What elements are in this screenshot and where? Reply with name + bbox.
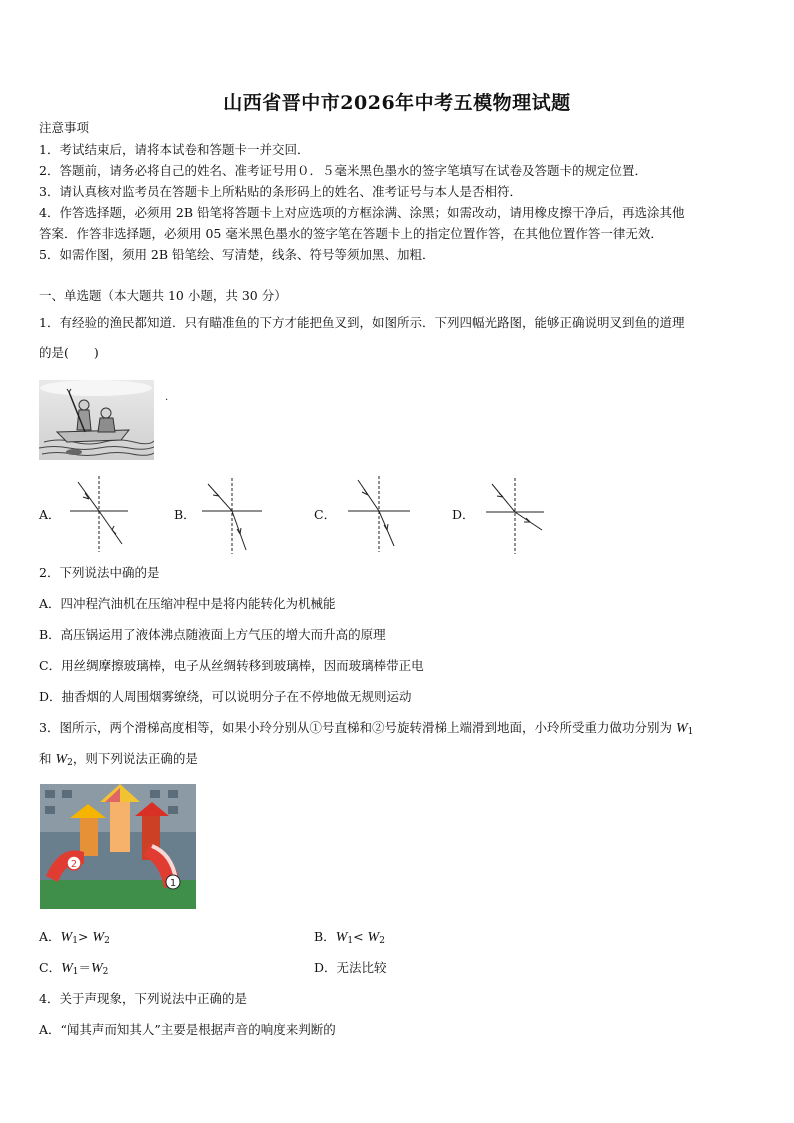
section-heading: 一、单选题（本大题共 10 小题，共 30 分） xyxy=(39,288,287,303)
question-3-stem-text: ，则下列说法正确的是 xyxy=(72,751,198,766)
var-w: W xyxy=(60,930,73,945)
question-3-option-a xyxy=(39,927,110,946)
option-d-label: D． xyxy=(452,507,475,522)
option-prefix: A． xyxy=(39,929,61,944)
subscript-2: 2 xyxy=(102,967,109,977)
figure-dot: . xyxy=(165,392,169,403)
question-1-stem-cont: 的是( ) xyxy=(39,345,99,360)
var-w: W xyxy=(61,961,73,976)
subscript-2: 2 xyxy=(379,936,385,946)
var-w: W xyxy=(675,721,688,736)
question-3-option-d xyxy=(314,958,387,976)
relation: > xyxy=(77,929,93,944)
option-text: 无法比较 xyxy=(336,960,387,975)
subscript-1: 1 xyxy=(347,936,354,946)
var-w: W xyxy=(335,930,348,945)
slide-label-1: 1 xyxy=(169,878,177,889)
ray-diagram-a xyxy=(68,476,130,552)
subscript-1: 1 xyxy=(687,727,694,737)
question-3-stem-text: 3．图所示，两个滑梯高度相等，如果小玲分别从①号直梯和②号旋转滑梯上端滑到地面，小玲所受重力做功分别为 xyxy=(39,720,672,735)
ray-diagram-d xyxy=(484,478,546,554)
question-2-option: C．用丝绸摩擦玻璃棒，电子从丝绸转移到玻璃棒，因而玻璃棒带正电 xyxy=(39,658,424,673)
question-1-stem: 1．有经验的渔民都知道．只有瞄准鱼的下方才能把鱼叉到，如图所示．下列四幅光路图，能够正确说明叉到鱼的道理 xyxy=(39,315,685,330)
fisherman-illustration xyxy=(39,380,154,460)
notice-item: 2．答题前，请务必将自己的姓名、准考证号用０．５毫米黑色墨水的签字笔填写在试卷及答题卡的规定位置． xyxy=(39,163,647,178)
question-2-option: D．抽香烟的人周围烟雾缭绕，可以说明分子在不停地做无规则运动 xyxy=(39,689,412,704)
notice-item: 答案．作答非选择题，必须用 05 毫米黑色墨水的签字笔在答题卡上的指定位置作答，在其他位置作答一律无效． xyxy=(39,226,663,241)
option-b-label: B． xyxy=(174,507,196,522)
question-2-stem: 2．下列说法中确的是 xyxy=(39,565,160,580)
notice-item: 3．请认真核对监考员在答题卡上所粘贴的条形码上的姓名、准考证号与本人是否相符． xyxy=(39,184,522,199)
notice-item: 1．考试结束后，请将本试卷和答题卡一并交回． xyxy=(39,142,310,157)
relation: ＝ xyxy=(78,960,91,975)
relation: < xyxy=(353,929,368,944)
question-2-option: B．高压锅运用了液体沸点随液面上方气压的增大而升高的原理 xyxy=(39,627,386,642)
option-prefix: C． xyxy=(39,960,62,975)
var-w: W xyxy=(367,930,380,945)
question-3-stem xyxy=(39,718,693,737)
ray-diagram-b xyxy=(200,478,264,554)
notice-heading: 注意事项 xyxy=(39,120,90,135)
question-3-stem-cont xyxy=(39,749,198,768)
subscript-2: 2 xyxy=(67,758,73,768)
page-title: 山西省晋中市2026年中考五模物理试题 xyxy=(223,92,571,114)
and-text: 和 xyxy=(39,751,52,766)
question-3-option-b xyxy=(314,927,385,946)
slide-label-2: 2 xyxy=(70,859,78,870)
subscript-1: 1 xyxy=(72,936,78,946)
subscript-2: 2 xyxy=(104,936,110,946)
subscript-1: 1 xyxy=(72,967,79,977)
notice-item: 5．如需作图，须用 2B 铅笔绘、写清楚，线条、符号等须加黑、加粗． xyxy=(39,247,435,262)
question-3-option-c xyxy=(39,958,108,977)
question-4-stem: 4．关于声现象，下列说法中正确的是 xyxy=(39,991,247,1006)
option-c-label: C． xyxy=(314,507,337,522)
question-4-option-a: A．“闻其声而知其人”主要是根据声音的响度来判断的 xyxy=(39,1022,336,1037)
var-w: W xyxy=(91,961,103,976)
question-2-option: A．四冲程汽油机在压缩冲程中是将内能转化为机械能 xyxy=(39,596,336,611)
notice-item: 4．作答选择题，必须用 2B 铅笔将答题卡上对应选项的方框涂满、涂黑；如需改动，请用橡皮擦干净后，再选涂其他 xyxy=(39,205,685,220)
var-w: W xyxy=(92,930,105,945)
playground-slide-photo xyxy=(40,784,196,909)
option-a-label: A． xyxy=(39,507,61,522)
option-prefix: D． xyxy=(314,960,337,975)
option-prefix: B． xyxy=(314,929,336,944)
ray-diagram-c xyxy=(346,476,412,552)
var-w: W xyxy=(55,752,68,767)
